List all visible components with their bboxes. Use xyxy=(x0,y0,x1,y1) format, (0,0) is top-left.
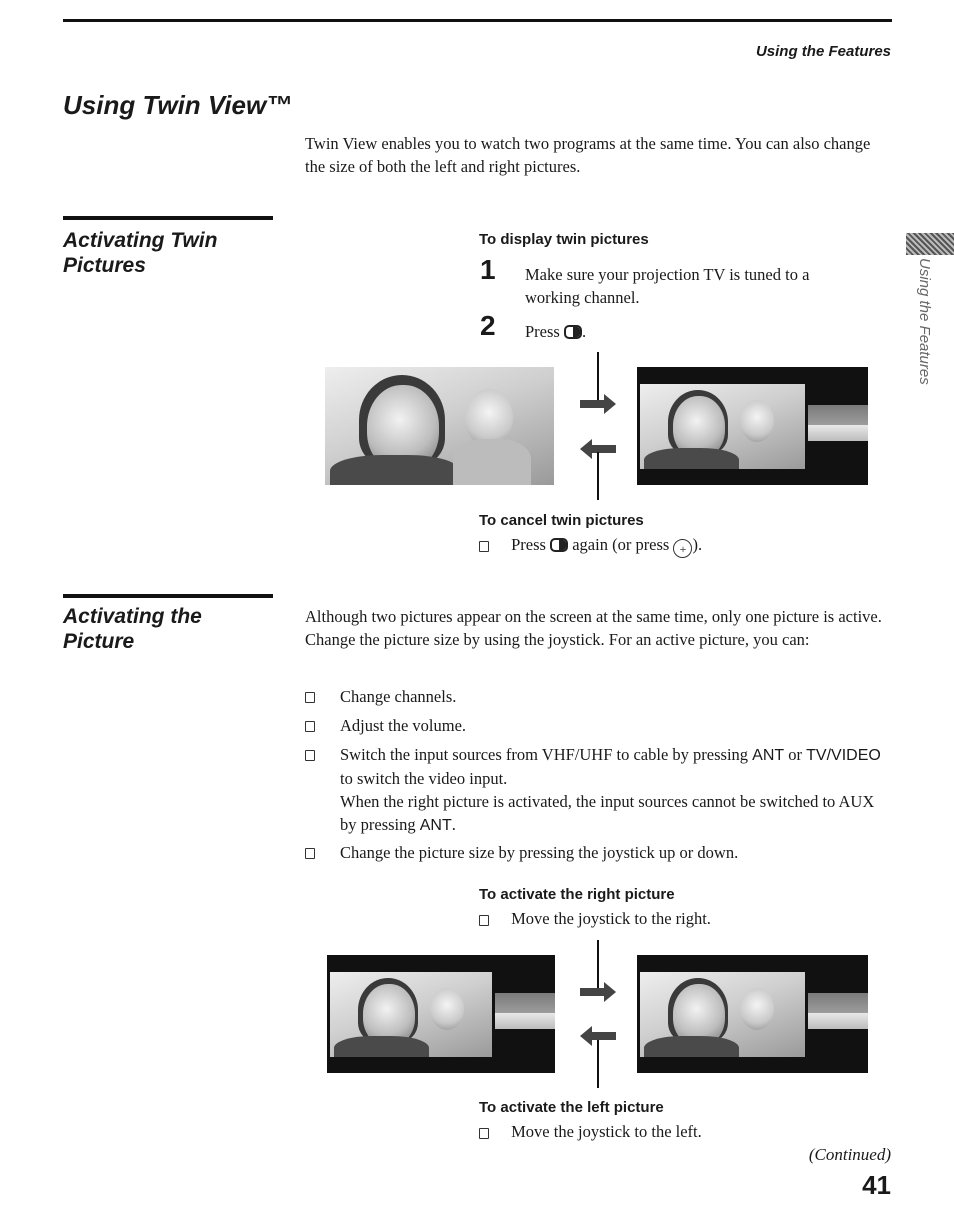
display-heading: To display twin pictures xyxy=(479,231,649,248)
list-item: Switch the input sources from VHF/UHF to cable by pressing ANT or TV/VIDEO to switch the video input. When the right picture is activated, the input sources cannot be switched to AUX by pressing ANT. xyxy=(305,743,890,838)
section-heading-picture: Activating the Picture xyxy=(63,605,202,653)
right-picture-instruction: Move the joystick to the right. xyxy=(479,907,711,930)
page-title: Using Twin View™ xyxy=(63,90,293,120)
step-number: 1 xyxy=(480,254,496,285)
right-picture-heading: To activate the right picture xyxy=(479,886,675,903)
right-arrow-icon xyxy=(578,980,618,1004)
side-tab-marker xyxy=(906,233,954,255)
checkbox-bullet-icon xyxy=(305,721,315,732)
checkbox-bullet-icon xyxy=(479,915,489,926)
checkbox-bullet-icon xyxy=(479,541,489,552)
checkbox-bullet-icon xyxy=(479,1128,489,1139)
section-rule xyxy=(63,594,273,598)
cancel-instruction: Press again (or press + ). xyxy=(479,533,702,558)
side-tab-label: Using the Features xyxy=(916,258,933,385)
checkbox-bullet-icon xyxy=(305,848,315,859)
intro-paragraph: Twin View enables you to watch two programs at the same time. You can also change the size of both the left and right pictures. xyxy=(305,134,871,176)
twin-view-button-icon xyxy=(550,538,568,552)
checkbox-bullet-icon xyxy=(305,750,315,761)
top-rule xyxy=(63,19,892,22)
joystick-button-icon: + xyxy=(673,539,692,558)
step-text: Press . xyxy=(525,322,587,341)
list-item: Adjust the volume. xyxy=(305,714,890,737)
left-picture-heading: To activate the left picture xyxy=(479,1099,664,1116)
section-rule xyxy=(63,216,273,220)
left-active-twin-illustration xyxy=(327,955,555,1073)
twin-view-button-icon xyxy=(564,325,582,339)
page-number: 41 xyxy=(862,1170,891,1200)
twin-picture-illustration xyxy=(637,367,868,485)
right-arrow-icon xyxy=(578,392,618,416)
list-item: Change channels. xyxy=(305,685,890,708)
list-item: Change the picture size by pressing the joystick up or down. xyxy=(305,841,890,864)
right-active-twin-illustration xyxy=(637,955,868,1073)
checkbox-bullet-icon xyxy=(305,692,315,703)
running-header: Using the Features xyxy=(755,43,891,60)
picture-paragraph: Although two pictures appear on the screen at the same time, only one picture is active. Change the picture size by using the joystick. For an active picture, you can: xyxy=(305,607,882,649)
step-text: Make sure your projection TV is tuned to a working channel. xyxy=(525,265,810,307)
full-picture-illustration xyxy=(325,367,554,485)
cancel-heading: To cancel twin pictures xyxy=(479,512,644,529)
continued-note: (Continued) xyxy=(808,1145,891,1164)
arrow-line xyxy=(597,452,599,500)
left-picture-instruction: Move the joystick to the left. xyxy=(479,1120,702,1143)
section-heading-twin: Activating Twin Pictures xyxy=(63,229,218,277)
step-number: 2 xyxy=(480,310,496,341)
arrow-line xyxy=(597,1040,599,1088)
